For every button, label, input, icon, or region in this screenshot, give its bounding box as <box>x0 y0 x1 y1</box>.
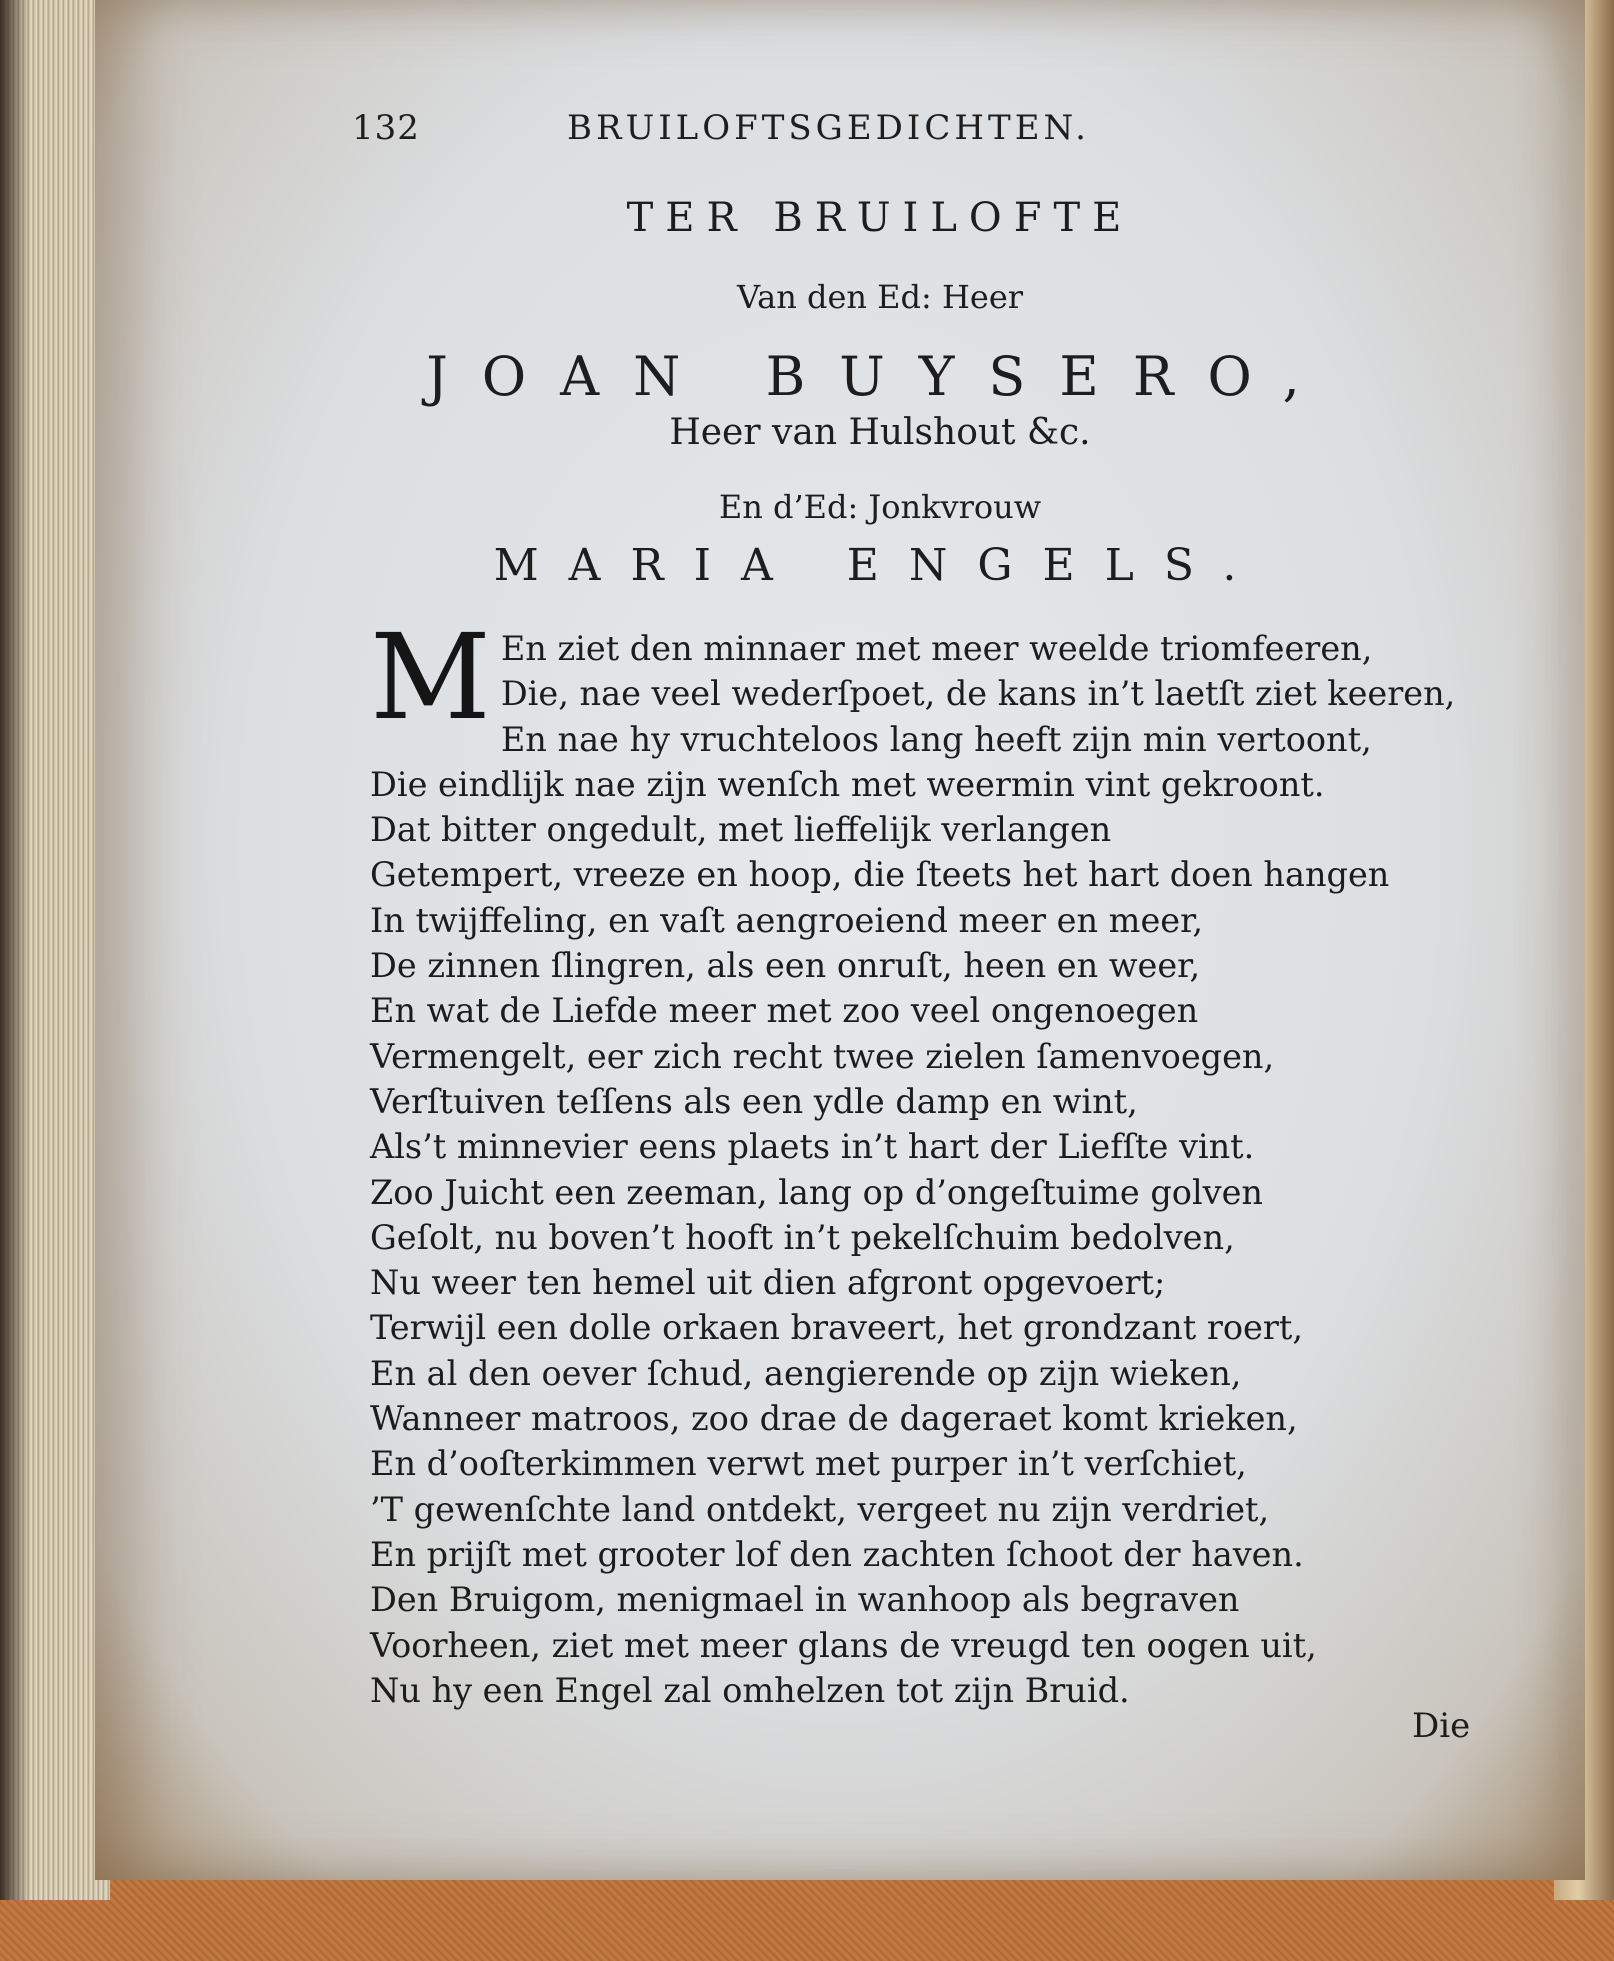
running-title: BRUILOFTSGEDICHTEN. <box>567 108 1090 148</box>
poem-line: Die eindlijk nae zijn wenſch met weermin vint gekroont. <box>370 764 1325 804</box>
bride-name: MARIA ENGELS. <box>493 540 1267 591</box>
poem-line: Als’t minnevier eens plaets in’t hart der Liefſte vint. <box>370 1127 1255 1167</box>
catchword: Die <box>1412 1706 1471 1746</box>
background-cloth <box>0 1871 1614 1961</box>
running-header <box>352 108 1302 168</box>
poem-body <box>370 608 1500 1713</box>
poem-line: De zinnen ſlingren, als een onruſt, heen en weer, <box>370 946 1201 986</box>
poem-line: En ziet den minnaer met meer weelde triomfeeren, <box>500 629 1373 668</box>
groom-name: JOAN BUYSERO, <box>426 345 1334 408</box>
dedication-line-en: En d’Ed: Jonkvrouw <box>718 488 1042 526</box>
poem-line: Wanneer matroos, zoo drae de dageraet komt krieken, <box>370 1399 1298 1439</box>
poem-line: Nu hy een Engel zal omhelzen tot zijn Bruid. <box>370 1670 1130 1710</box>
poem-line: Die, nae veel wederſpoet, de kans in’t laetſt ziet keeren, <box>500 674 1456 714</box>
groom-title: Heer van Hulshout &c. <box>669 412 1091 453</box>
poem-line: In twijffeling, en vaſt aengroeiend meer en meer, <box>370 900 1204 940</box>
poem-title: TER BRUILOFTE <box>626 195 1134 241</box>
poem-line: Voorheen, ziet met meer glans de vreugd ten oogen uit, <box>370 1625 1317 1665</box>
poem-line: Zoo Juicht een zeeman, lang op d’ongeſtuime golven <box>370 1172 1263 1212</box>
poem-line: Nu weer ten hemel uit dien afgront opgevoert; <box>370 1263 1166 1303</box>
dedication-line-van: Van den Ed: Heer <box>736 278 1024 316</box>
poem-line: ’T gewenſchte land ontdekt, vergeet nu zijn verdriet, <box>370 1489 1270 1529</box>
page-edges-left <box>0 0 110 1900</box>
poem-line: En wat de Liefde meer met zoo veel ongenoegen <box>370 991 1199 1031</box>
poem-line: En d’ooſterkimmen verwt met purper in’t verſchiet, <box>370 1444 1247 1484</box>
poem-line: Vermengelt, eer zich recht twee zielen ſamenvoegen, <box>370 1036 1275 1076</box>
drop-cap: M <box>370 608 491 746</box>
poem-line: Geſolt, nu boven’t hooft in’t pekelſchuim bedolven, <box>370 1217 1235 1257</box>
poem-line: Dat bitter ongedult, met lieffelijk verlangen <box>370 810 1112 850</box>
poem-line: Den Bruigom, menigmael in wanhoop als begraven <box>370 1580 1240 1620</box>
poem-line: Terwijl een dolle orkaen braveert, het grondzant roert, <box>370 1308 1303 1348</box>
poem-line: En prijſt met grooter lof den zachten ſchoot der haven. <box>370 1534 1304 1574</box>
poem-line: Getempert, vreeze en hoop, die ſteets het hart doen hangen <box>370 855 1390 895</box>
poem-line: En nae hy vruchteloos lang heeft zijn min vertoont, <box>500 719 1372 759</box>
page-number: 132 <box>352 108 420 148</box>
poem-line: Verſtuiven teſſens als een ydle damp en wint, <box>370 1081 1138 1121</box>
poem-line: En al den oever ſchud, aengierende op zijn wieken, <box>370 1353 1242 1393</box>
